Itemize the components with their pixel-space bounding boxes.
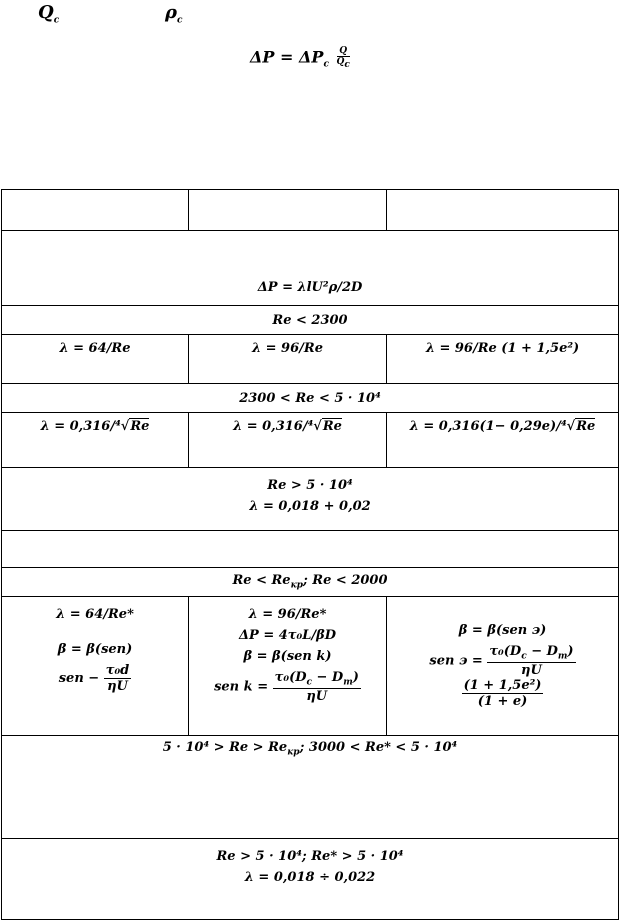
turbulent-condition: Re > 5 · 10⁴ [267,478,353,493]
table-row [2,597,619,736]
bingham-eccentric: β = β(sen э) sen э = $\tau_0(D_c - D_т)$ ηU $\frac{\text{(1 + 1,5e²)}}{(1 + e)}$ [387,597,619,736]
laminar-annulus: λ = 96/Re [189,335,387,384]
rho-c-symbol: $\rho_c$ [165,2,183,26]
table-row [2,413,619,468]
table-row [2,468,619,531]
transition-annulus: λ = 0,316/⁴√Re [189,413,387,468]
header-cell-1 [2,190,189,231]
table-row [2,839,619,920]
transition-condition: 2300 < Re < 5 · 10⁴ [2,384,619,413]
table-header-row [2,190,619,231]
blank-cell [2,531,619,568]
bingham-condition: $Re < Re_{кр}$; Re < 2000 [2,568,619,597]
structural-condition: $5 \cdot 10^4 > Re > Re_{кр}$; 3000 < Re* < 5 · 10⁴ [2,736,619,839]
header-cell-3 [387,190,619,231]
general-pressure-formula: ΔP = λlU²ρ/2D [2,231,619,306]
transition-newtonian: λ = 0,316/⁴√Re [2,413,189,468]
laminar-condition: Re < 2300 [2,306,619,335]
q-c-symbol: $Q_c$ [38,2,60,26]
turbulent-cell [2,468,619,531]
table-row [2,531,619,568]
final-condition: Re > 5 · 10⁴; Re* > 5 · 10⁴ [216,849,404,864]
transition-eccentric: λ = 0,316(1− 0,29e)/⁴√Re [387,413,619,468]
table-row [2,384,619,413]
flow-ratio-fraction: $\frac{Q}{Q_c}$ [336,46,350,70]
table-row [2,736,619,839]
laminar-eccentric: λ = 96/Re (1 + 1,5e²) [387,335,619,384]
table-row [2,568,619,597]
laminar-newtonian: λ = 64/Re [2,335,189,384]
bingham-annulus: λ = 96/Re* ΔP = 4τ₀L/βD β = β(sen k) sen k = $\tau_0(D_c - D_т)$ ηU [189,597,387,736]
table-row [2,231,619,306]
final-lambda: λ = 0,018 ÷ 0,022 [244,870,376,885]
table-row [2,335,619,384]
turbulent-lambda: λ = 0,018 + 0,02 [249,499,371,514]
bingham-pipe: λ = 64/Re* β = β(sen) sen − $\frac{\text{τ₀d}}{\eta U}$ [2,597,189,736]
final-turbulent-cell [2,839,619,920]
pressure-drop-formula: $\Delta P = \Delta P_c$ $\frac{Q}{Q_c}$ [250,46,350,70]
table-row [2,306,619,335]
header-cell-2 [189,190,387,231]
hydraulic-resistance-table [1,189,619,920]
